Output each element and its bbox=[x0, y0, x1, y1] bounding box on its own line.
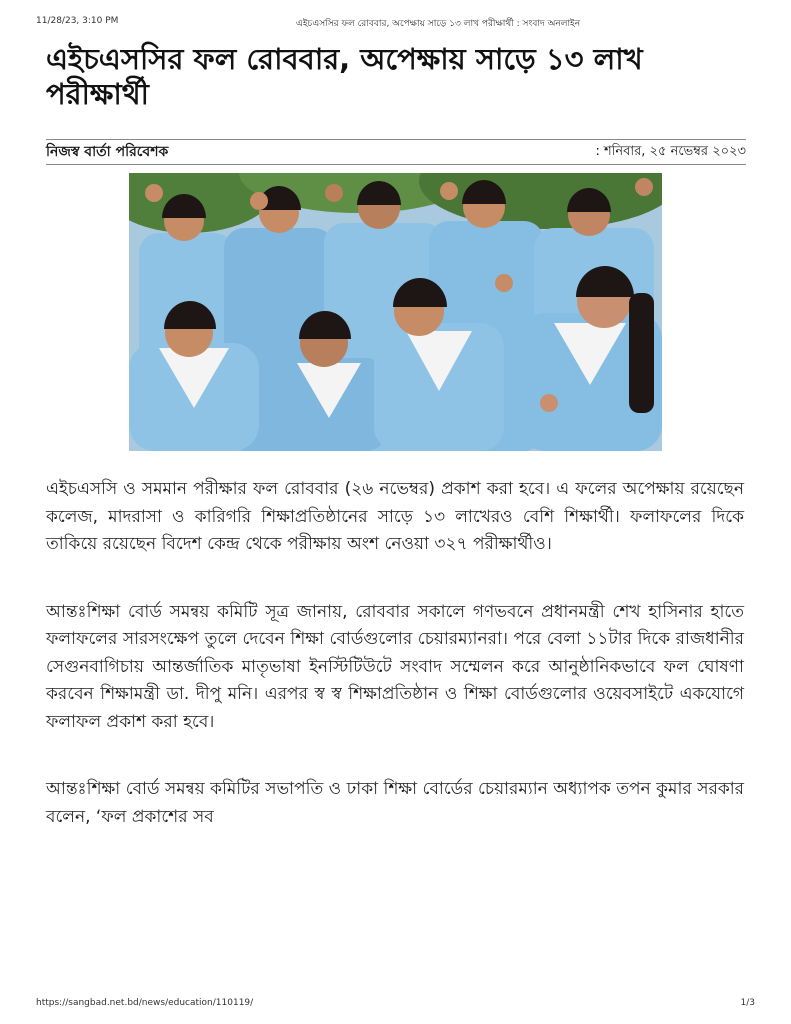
article-photo bbox=[129, 173, 662, 451]
print-page-title: এইচএসসির ফল রোববার, অপেক্ষায় সাড়ে ১৩ লাখ পরীক্ষার্থী : সংবাদ অনলাইন bbox=[296, 19, 581, 29]
print-datetime: 11/28/23, 3:10 PM bbox=[36, 16, 119, 26]
students-celebrating-photo bbox=[129, 173, 662, 451]
article-paragraph: এইচএসসি ও সমমান পরীক্ষার ফল রোববার (২৬ নভেম্বর) প্রকাশ করা হবে। এ ফলের অপেক্ষায় রয়েছেন কলেজ, মাদরাসা ও কারিগরি শিক্ষাপ্রতিষ্ঠানের সাড়ে ১৩ লাখেরও বেশি শিক্ষার্থী। ফলাফলের দিকে তাকিয়ে রয়েছেন বিদেশ কেন্দ্র থেকে পরীক্ষায় অংশ নেওয়া ৩২৭ পরীক্ষার্থীও। bbox=[46, 479, 744, 554]
byline bbox=[46, 139, 746, 165]
article-headline: এইচএসসির ফল রোববার, অপেক্ষায় সাড়ে ১৩ লাখ পরীক্ষার্থী bbox=[46, 42, 643, 111]
print-header bbox=[36, 16, 755, 30]
article-body bbox=[46, 476, 744, 871]
article-date: : শনিবার, ২৫ নভেম্বর ২০২৩ bbox=[595, 144, 746, 159]
article-paragraph: আন্তঃশিক্ষা বোর্ড সমন্বয় কমিটি সূত্র জানায়, রোববার সকালে গণভবনে প্রধানমন্ত্রী শেখ হাসিনার হাতে ফলাফলের সারসংক্ষেপ তুলে দেবেন শিক্ষা বোর্ডগুলোর চেয়ারম্যানরা। পরে বেলা ১১টার দিকে রাজধানীর সেগুনবাগিচায় আন্তর্জাতিক মাতৃভাষা ইনস্টিটিউটে সংবাদ সম্মেলন করে আনুষ্ঠানিকভাবে ফল ঘোষণা করবেন শিক্ষামন্ত্রী ডা. দীপু মনি। এরপর স্ব স্ব শিক্ষাপ্রতিষ্ঠান ও শিক্ষা বোর্ডগুলোর ওয়েবসাইটে একযোগে ফলাফল প্রকাশ করা হবে। bbox=[46, 601, 744, 732]
print-url: https://sangbad.net.bd/news/education/110119/ bbox=[36, 998, 254, 1008]
print-footer bbox=[36, 998, 755, 1010]
page-number: 1/3 bbox=[740, 998, 755, 1008]
article-author: নিজস্ব বার্তা পরিবেশক bbox=[46, 144, 169, 160]
article-paragraph: আন্তঃশিক্ষা বোর্ড সমন্বয় কমিটির সভাপতি ও ঢাকা শিক্ষা বোর্ডের চেয়ারম্যান অধ্যাপক তপন কুমার সরকার বলেন, ‘ফল প্রকাশের সব bbox=[46, 779, 744, 827]
